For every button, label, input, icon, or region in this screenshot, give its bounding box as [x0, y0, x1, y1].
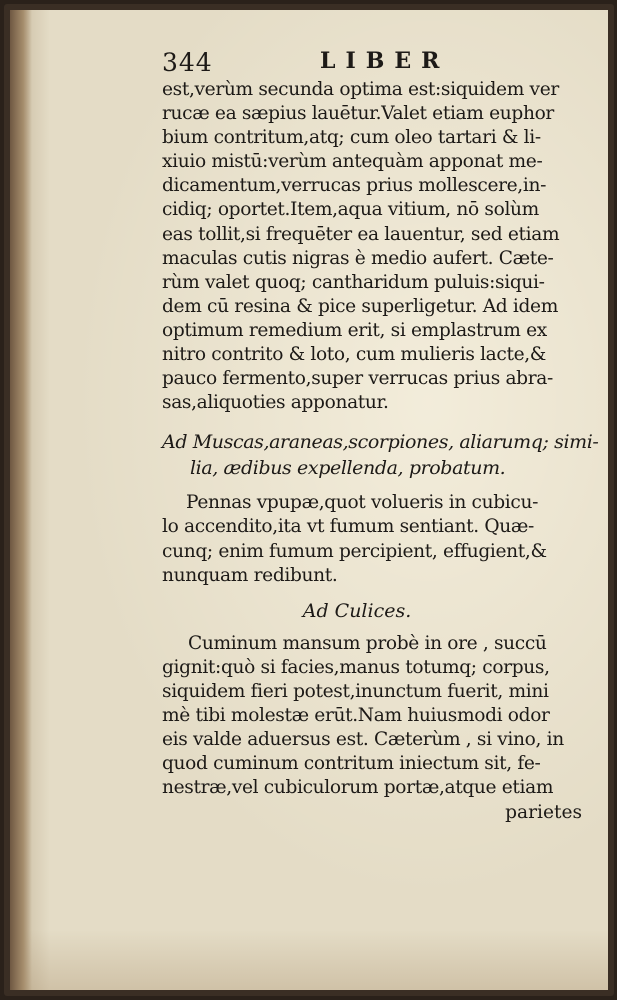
book-spread [4, 4, 614, 996]
text-line: maculas cutis nigras è medio aufert. Cæte- [162, 247, 554, 269]
heading-line: lia, ædibus expellenda, probatum. [190, 457, 506, 480]
text-line: lo accendito,ita vt fumum sentiant. Quæ- [162, 516, 534, 538]
text-line: optimum remedium erit, si emplastrum ex [162, 319, 547, 341]
text-line: rùm valet quoq; cantharidum puluis:siqui- [162, 271, 545, 293]
paragraph-muscas [162, 491, 592, 587]
text-line: cidiq; oportet.Item,aqua vitium, nō solùm [162, 199, 539, 221]
text-line: Pennas vpupæ,quot volueris in cubicu- [186, 492, 538, 514]
text-line: rucæ ea sæpius lauētur.Valet etiam euphor [162, 103, 554, 125]
paragraph-verrucas [162, 78, 592, 415]
text-block [162, 48, 599, 826]
running-head [162, 48, 592, 78]
page-gutter [10, 10, 32, 990]
text-line: cunq; enim fumum percipient, effugient,& [162, 540, 547, 562]
text-line: bium contritum,atq; cum oleo tartari & li- [162, 127, 541, 149]
heading-line: Ad Muscas,araneas,scorpiones, aliarumq; simi- [162, 431, 599, 454]
text-line: eis valde aduersus est. Cæterùm , si vino, in [162, 729, 564, 751]
text-line: dicamentum,verrucas prius mollescere,in- [162, 175, 547, 197]
text-line: nunquam redibunt. [162, 564, 338, 586]
text-line: gignit:quò si facies,manus totumq; corpus, [162, 656, 550, 678]
text-line: nestræ,vel cubiculorum portæ,atque etiam [162, 777, 554, 799]
text-line: mè tibi molestæ erūt.Nam huiusmodi odor [162, 704, 550, 726]
text-line: sas,aliquoties apponatur. [162, 392, 389, 414]
book-page [10, 10, 608, 990]
text-line: est,verùm secunda optima est:siquidem ver [162, 79, 559, 100]
text-line: xiuio mistū:verùm antequàm apponat me- [162, 151, 543, 173]
page-number: 344 [162, 48, 213, 77]
section-heading-muscas [162, 429, 599, 481]
text-line: nitro contrito & loto, cum mulieris lacte,& [162, 344, 546, 366]
section-heading-culices: Ad Culices. [302, 599, 412, 622]
catchword: parietes [505, 802, 582, 824]
text-line: Cuminum mansum probè in ore , succū [188, 632, 547, 654]
running-title: LIBER [320, 48, 450, 74]
text-line: siquidem fieri potest,inunctum fuerit, mini [162, 680, 549, 702]
text-line: quod cuminum contritum iniectum sit, fe- [162, 753, 541, 775]
text-line: dem cū resina & pice superligetur. Ad idem [162, 295, 558, 317]
text-line: eas tollit,si frequēter ea lauentur, sed etiam [162, 223, 560, 245]
paragraph-culices [162, 632, 592, 801]
text-line: pauco fermento,super verrucas prius abra- [162, 368, 553, 390]
